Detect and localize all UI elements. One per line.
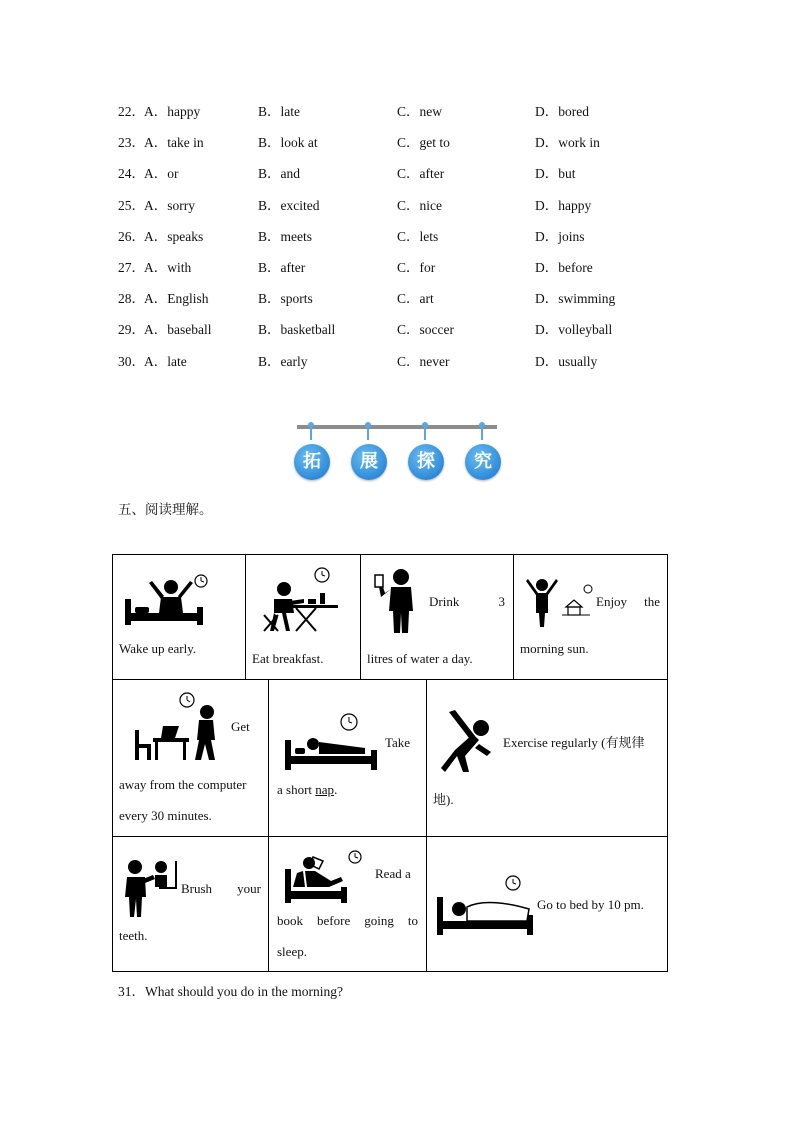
option-b: B．early bbox=[258, 353, 308, 369]
section-banner bbox=[293, 420, 503, 482]
cell-line bbox=[596, 586, 660, 617]
cell-text: litres of water a day. bbox=[367, 651, 473, 666]
morning-sun-icon bbox=[522, 575, 602, 629]
option-d: D．but bbox=[535, 166, 576, 182]
cell-text: Exercise regularly (有规律 bbox=[503, 735, 645, 750]
banner-stem bbox=[424, 426, 426, 440]
option-c: C．art bbox=[397, 291, 434, 307]
breakfast-icon bbox=[260, 565, 350, 635]
banner-stem bbox=[481, 426, 483, 440]
option-a: A．or bbox=[144, 166, 179, 182]
nap-word: nap bbox=[315, 782, 335, 797]
option-b: B．basketball bbox=[258, 322, 336, 338]
banner-dot bbox=[365, 422, 371, 428]
cell-go-to-bed bbox=[426, 836, 668, 972]
question-31: 31．What should you do in the morning? bbox=[118, 984, 343, 999]
banner-char-4: 究 bbox=[465, 444, 501, 480]
cell-text: Get bbox=[231, 719, 250, 734]
sleep-bed-icon bbox=[437, 873, 537, 937]
cell-text: book before going to bbox=[277, 913, 418, 928]
cell-text: sleep. bbox=[277, 944, 307, 959]
banner-dot bbox=[308, 422, 314, 428]
nap-icon bbox=[283, 710, 379, 772]
option-a: A．late bbox=[144, 353, 187, 369]
option-b: B．after bbox=[258, 260, 306, 275]
cell-text: Go to bed by 10 pm. bbox=[537, 897, 644, 912]
banner-char-1: 拓 bbox=[294, 444, 330, 480]
cell-exercise bbox=[426, 679, 668, 837]
question-number: 30． bbox=[118, 353, 145, 369]
cell-text: Take bbox=[385, 735, 411, 750]
cell-text: Drink bbox=[429, 594, 460, 609]
option-a: A．take in bbox=[144, 135, 204, 151]
option-a: A．happy bbox=[144, 104, 201, 119]
option-d: D．before bbox=[535, 260, 593, 275]
option-c: C．get to bbox=[397, 135, 450, 151]
option-b: B．look at bbox=[258, 135, 318, 151]
cell-text: teeth. bbox=[119, 928, 148, 943]
exercise-icon bbox=[439, 708, 495, 774]
option-d: D．happy bbox=[535, 197, 592, 213]
banner-char-3: 探 bbox=[408, 444, 444, 480]
banner-bar bbox=[297, 425, 497, 429]
banner-stem bbox=[310, 426, 312, 440]
option-c: C．new bbox=[397, 104, 442, 119]
option-c: C．never bbox=[397, 353, 450, 369]
cell-text: morning sun. bbox=[520, 641, 589, 656]
option-d: D．joins bbox=[535, 228, 585, 244]
cell-wake-up bbox=[112, 554, 246, 680]
option-b: B．meets bbox=[258, 228, 312, 244]
option-d: D．swimming bbox=[535, 291, 616, 307]
cell-text: 3 bbox=[498, 594, 505, 609]
cell-computer-break bbox=[112, 679, 269, 837]
option-c: C．for bbox=[397, 260, 436, 275]
banner-stem bbox=[367, 426, 369, 440]
option-d: D．bored bbox=[535, 104, 589, 119]
banner-dot bbox=[479, 422, 485, 428]
cell-text: Brush bbox=[181, 881, 213, 896]
cell-text: . bbox=[334, 782, 338, 797]
option-a: A．with bbox=[144, 260, 192, 275]
option-a: A．speaks bbox=[144, 228, 204, 244]
option-a: A．sorry bbox=[144, 197, 195, 213]
question-number: 26． bbox=[118, 228, 145, 244]
cell-brush-teeth bbox=[112, 836, 269, 972]
read-book-icon bbox=[283, 847, 373, 905]
option-b: B．sports bbox=[258, 291, 313, 307]
question-number: 27． bbox=[118, 260, 145, 275]
cell-read-book bbox=[268, 836, 427, 972]
question-number: 25． bbox=[118, 197, 145, 213]
computer-break-icon bbox=[131, 690, 223, 762]
section-title: 五、阅读理解。 bbox=[118, 502, 213, 518]
option-b: B．excited bbox=[258, 197, 320, 213]
option-c: C．nice bbox=[397, 197, 442, 213]
question-number: 28． bbox=[118, 291, 145, 307]
cell-text: Read a bbox=[375, 866, 411, 881]
cell-text: every 30 minutes. bbox=[119, 808, 212, 823]
option-a: A．baseball bbox=[144, 322, 212, 338]
question-number: 29． bbox=[118, 322, 145, 338]
cell-text: Enjoy bbox=[596, 594, 628, 609]
option-c: C．lets bbox=[397, 228, 439, 244]
cell-text: away from the computer bbox=[119, 777, 247, 792]
cell-text: Eat breakfast. bbox=[252, 651, 324, 666]
option-d: D．work in bbox=[535, 135, 600, 151]
option-d: D．volleyball bbox=[535, 322, 613, 338]
option-c: C．soccer bbox=[397, 322, 454, 338]
cell-line bbox=[277, 774, 337, 805]
brush-teeth-icon bbox=[119, 857, 181, 919]
option-a: A．English bbox=[144, 291, 209, 307]
banner-dot bbox=[422, 422, 428, 428]
option-d: D．usually bbox=[535, 353, 598, 369]
option-b: B．and bbox=[258, 166, 300, 182]
cell-line bbox=[181, 873, 261, 904]
cell-text: Wake up early. bbox=[119, 641, 197, 656]
banner-char-2: 展 bbox=[351, 444, 387, 480]
question-number: 24． bbox=[118, 166, 145, 182]
question-number: 22． bbox=[118, 104, 145, 119]
cell-breakfast bbox=[245, 554, 361, 680]
cell-drink-water bbox=[360, 554, 514, 680]
question-number: 23． bbox=[118, 135, 145, 151]
cell-morning-sun bbox=[513, 554, 668, 680]
cell-text: 地). bbox=[433, 792, 454, 807]
cell-line bbox=[429, 586, 505, 617]
cell-nap bbox=[268, 679, 427, 837]
wake-up-icon bbox=[123, 569, 217, 627]
option-b: B．late bbox=[258, 104, 300, 119]
cell-text: a short bbox=[277, 782, 316, 797]
drink-water-icon bbox=[371, 567, 421, 637]
option-c: C．after bbox=[397, 166, 445, 182]
cell-text: the bbox=[644, 594, 660, 609]
cell-text: your bbox=[237, 881, 261, 896]
